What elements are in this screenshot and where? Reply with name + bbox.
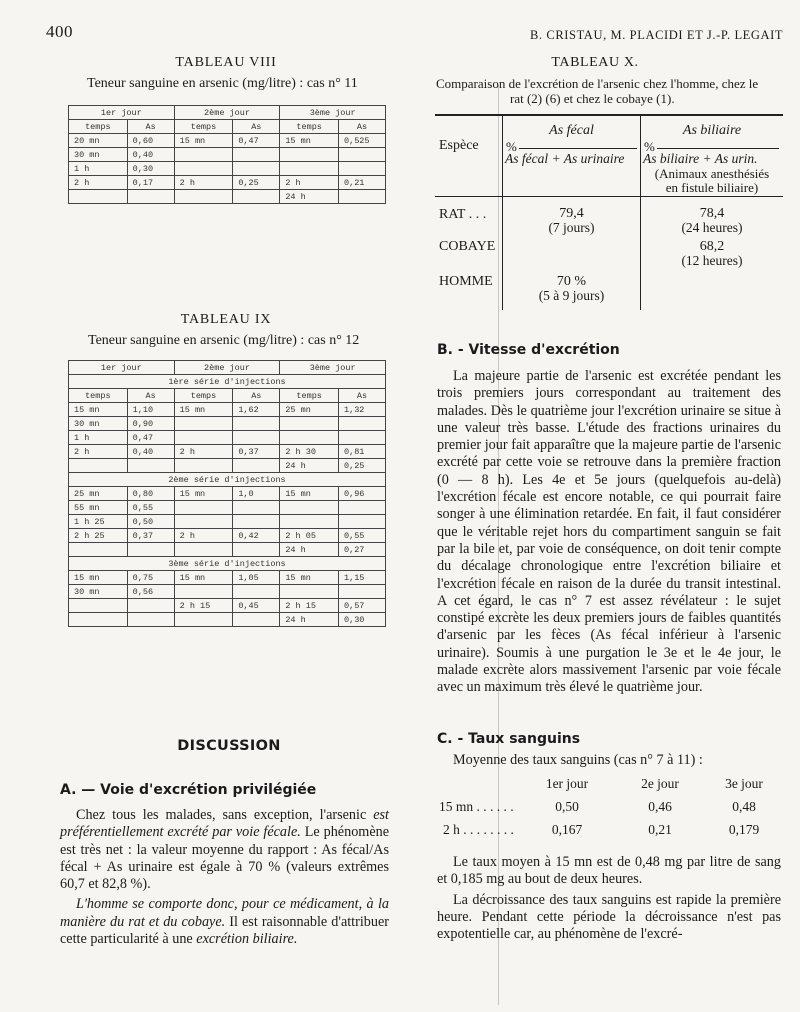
column-header: As — [339, 389, 386, 403]
table-cell — [174, 190, 233, 204]
taux-table — [437, 776, 781, 840]
table-cell: 15 mn — [174, 487, 233, 501]
table10-header-rule — [435, 196, 783, 197]
table10-caption-1: Comparaison de l'excrétion de l'arsenic chez l'homme, chez le — [436, 76, 759, 91]
table-cell: 0,27 — [339, 543, 386, 557]
taux-day-2: 2e jour — [641, 776, 679, 791]
table-cell — [280, 162, 339, 176]
table-row — [69, 529, 386, 543]
section-c-intro: Moyenne des taux sanguins (cas n° 7 à 11) : — [453, 752, 703, 768]
table-cell — [339, 431, 386, 445]
column-header: temps — [69, 389, 128, 403]
section-c-text — [437, 854, 781, 943]
table-cell — [69, 613, 128, 627]
series-label: 2ème série d'injections — [69, 473, 386, 487]
table-cell — [233, 431, 280, 445]
table-row — [69, 190, 386, 204]
table-cell: 25 mn — [280, 403, 339, 417]
table10-fecal-pct: % — [506, 139, 517, 154]
table-cell: 0,25 — [233, 176, 280, 190]
table-cell: 2 h 05 — [280, 529, 339, 543]
table-cell: 0,37 — [233, 445, 280, 459]
table10-species-cobaye: COBAYE — [439, 239, 496, 254]
table-cell — [339, 501, 386, 515]
table10-cobaye-biliaire-sub: (12 heures) — [681, 253, 743, 268]
table-row — [69, 134, 386, 148]
table-cell — [174, 417, 233, 431]
table-cell — [174, 501, 233, 515]
table-cell: 20 mn — [69, 134, 128, 148]
table-cell — [233, 148, 280, 162]
table-cell: 15 mn — [174, 571, 233, 585]
table10-top-rule — [435, 114, 783, 116]
table-cell — [233, 459, 280, 473]
table-cell: 2 h — [174, 529, 233, 543]
table-row — [69, 599, 386, 613]
table-cell — [233, 190, 280, 204]
table10-fecal-bottom: As fécal + As urinaire — [505, 151, 625, 166]
table-cell: 24 h — [280, 543, 339, 557]
table8 — [68, 105, 386, 204]
table-cell: 0,17 — [127, 176, 174, 190]
section-c-paragraph-1: Le taux moyen à 15 mn est de 0,48 mg par litre de sang et 0,185 mg au bout de deux heures. — [437, 854, 781, 888]
table9-day-1: 1er jour — [69, 361, 175, 375]
table-row — [69, 585, 386, 599]
table-cell — [174, 585, 233, 599]
table10-fecal-top: As fécal — [549, 123, 594, 138]
table10-fecal-fraction-bar — [519, 148, 637, 149]
table-cell — [174, 431, 233, 445]
table-cell — [69, 599, 128, 613]
table9-day-3: 3ème jour — [280, 361, 386, 375]
table10-col-espece: Espèce — [439, 138, 479, 153]
table-cell: 15 mn — [69, 403, 128, 417]
series-header-row — [69, 375, 386, 389]
table-cell: 15 mn — [280, 571, 339, 585]
table-cell — [233, 585, 280, 599]
table-cell: 0,45 — [233, 599, 280, 613]
table10-biliaire-bottom: As biliaire + As urin. — [643, 151, 758, 166]
table-cell — [174, 543, 233, 557]
table-cell: 0,80 — [127, 487, 174, 501]
table-cell — [127, 599, 174, 613]
table9-title: TABLEAU IX — [180, 312, 272, 327]
discussion-paragraph-1: Chez tous les malades, sans exception, l'arsenic est préférentiellement excrété par voie fécale. Le phénomène est très net : la valeur moyenne du rapport : As fécal/As fécal + As urinaire est égale à 70 % (valeurs extrêmes 60,7 et 82,8 %). — [60, 807, 390, 893]
section-c-heading: C. - Taux sanguins — [437, 731, 581, 747]
discussion-paragraph-2: L'homme se comporte donc, pour ce médicament, à la manière du rat et du cobaye. Il est raisonnable d'attribuer cette particularité à une excrétion biliaire. — [60, 896, 390, 948]
table-column-header-row — [69, 389, 386, 403]
table-cell: 15 mn — [174, 134, 233, 148]
table10 — [435, 114, 783, 310]
table10-homme-fecal: 70 % — [556, 274, 587, 289]
taux-15mn-day3: 0,48 — [732, 799, 756, 814]
table-row — [69, 459, 386, 473]
table-cell — [127, 543, 174, 557]
table-row — [69, 403, 386, 417]
column-header: temps — [69, 120, 128, 134]
page-number: 400 — [46, 22, 73, 41]
table-cell: 0,40 — [127, 148, 174, 162]
table-cell — [69, 459, 128, 473]
table9-day-2: 2ème jour — [174, 361, 280, 375]
table-cell: 30 mn — [69, 417, 128, 431]
table-cell: 0,525 — [339, 134, 386, 148]
table-row — [69, 487, 386, 501]
column-header: temps — [174, 120, 233, 134]
series-header-row — [69, 557, 386, 571]
taux-15mn-day2: 0,46 — [648, 799, 672, 814]
table-cell: 2 h — [69, 445, 128, 459]
table10-cobaye-biliaire: 68,2 — [699, 239, 725, 254]
table-cell: 2 h 15 — [174, 599, 233, 613]
table9-caption: Teneur sanguine en arsenic (mg/litre) : cas n° 12 — [88, 333, 360, 348]
table-row — [69, 148, 386, 162]
table-cell: 0,21 — [339, 176, 386, 190]
table-cell: 2 h — [280, 176, 339, 190]
section-a-heading: A. — Voie d'excrétion privilégiée — [60, 782, 317, 798]
table-cell — [280, 501, 339, 515]
table10-biliaire-note-2: en fistule biliaire) — [665, 180, 759, 195]
table-cell — [280, 148, 339, 162]
table10-rat-biliaire: 78,4 — [699, 206, 725, 221]
table-cell: 2 h — [174, 176, 233, 190]
table-cell: 2 h — [174, 445, 233, 459]
table10-biliaire-top: As biliaire — [682, 123, 742, 138]
taux-2h-day1: 0,167 — [551, 822, 583, 837]
table-cell — [127, 613, 174, 627]
table-cell — [280, 431, 339, 445]
table-cell: 0,30 — [339, 613, 386, 627]
table-cell: 55 mn — [69, 501, 128, 515]
column-header: As — [127, 120, 174, 134]
section-b-text — [437, 368, 781, 697]
table-cell — [174, 148, 233, 162]
table10-title: TABLEAU X. — [551, 55, 639, 70]
table-cell: 2 h 25 — [69, 529, 128, 543]
table-cell: 2 h — [69, 176, 128, 190]
table-cell: 24 h — [280, 459, 339, 473]
table-cell — [339, 162, 386, 176]
table-cell: 0,90 — [127, 417, 174, 431]
table-cell: 25 mn — [69, 487, 128, 501]
table10-biliaire-pct: % — [644, 139, 655, 154]
table10-species-homme: HOMME — [439, 274, 493, 289]
table8-day-1: 1er jour — [69, 106, 175, 120]
table-cell: 1 h 25 — [69, 515, 128, 529]
table-column-header-row — [69, 120, 386, 134]
series-label: 3ème série d'injections — [69, 557, 386, 571]
table-cell: 0,25 — [339, 459, 386, 473]
table9 — [68, 360, 386, 627]
table-cell — [339, 148, 386, 162]
table-cell: 0,30 — [127, 162, 174, 176]
taux-row-label-15mn: 15 mn . . . . . . — [439, 799, 514, 814]
table-cell: 30 mn — [69, 148, 128, 162]
table-cell — [339, 417, 386, 431]
table-cell — [174, 459, 233, 473]
table-cell — [339, 515, 386, 529]
discussion-text — [60, 807, 389, 948]
table-row — [69, 501, 386, 515]
discussion-heading: DISCUSSION — [177, 738, 281, 754]
table-cell: 0,60 — [127, 134, 174, 148]
table-cell: 1,10 — [127, 403, 174, 417]
table-cell — [174, 515, 233, 529]
table10-species-rat: RAT . . . — [439, 207, 487, 222]
table8-title: TABLEAU VIII — [175, 55, 277, 70]
table-cell: 1,05 — [233, 571, 280, 585]
column-header: As — [233, 120, 280, 134]
table-cell — [233, 501, 280, 515]
series-label: 1ère série d'injections — [69, 375, 386, 389]
table-cell: 1,62 — [233, 403, 280, 417]
table-row — [69, 162, 386, 176]
table10-biliaire-fraction-bar — [657, 148, 779, 149]
table-row — [69, 176, 386, 190]
table10-biliaire-note-1: (Animaux anesthésiés — [654, 166, 770, 181]
table-cell — [339, 190, 386, 204]
table-cell: 0,47 — [233, 134, 280, 148]
table-row — [69, 431, 386, 445]
table-row — [69, 571, 386, 585]
taux-row-label-2h: 2 h . . . . . . . . — [443, 822, 514, 837]
table8-caption: Teneur sanguine en arsenic (mg/litre) : cas n° 11 — [87, 76, 358, 91]
table-cell: 0,55 — [339, 529, 386, 543]
table-cell: 0,75 — [127, 571, 174, 585]
table-cell — [280, 515, 339, 529]
table-cell: 24 h — [280, 613, 339, 627]
table-cell: 24 h — [280, 190, 339, 204]
table10-rat-biliaire-sub: (24 heures) — [681, 220, 743, 235]
table-cell — [174, 162, 233, 176]
table-cell: 15 mn — [280, 134, 339, 148]
column-header: temps — [174, 389, 233, 403]
column-header: As — [233, 389, 280, 403]
table-cell: 0,56 — [127, 585, 174, 599]
table-cell: 1,0 — [233, 487, 280, 501]
table-cell — [280, 417, 339, 431]
table10-caption-2: rat (2) (6) et chez le cobaye (1). — [510, 91, 675, 106]
column-header: temps — [280, 120, 339, 134]
table-row — [69, 445, 386, 459]
table-row — [69, 515, 386, 529]
table-cell — [174, 613, 233, 627]
table-cell: 0,57 — [339, 599, 386, 613]
table-cell: 1 h — [69, 162, 128, 176]
table-cell: 1 h — [69, 431, 128, 445]
table-cell: 2 h 30 — [280, 445, 339, 459]
table-cell: 0,81 — [339, 445, 386, 459]
table-cell — [127, 459, 174, 473]
table-cell: 2 h 15 — [280, 599, 339, 613]
section-c-paragraph-2: La décroissance des taux sanguins est rapide la première heure. Pendant cette période la décroissance n'est pas expotentielle car, au phénomène de l'excré- — [437, 891, 781, 943]
table-cell: 0,47 — [127, 431, 174, 445]
series-header-row — [69, 473, 386, 487]
table8-day-3: 3ème jour — [280, 106, 386, 120]
table-cell — [280, 585, 339, 599]
table-cell: 1,15 — [339, 571, 386, 585]
table-cell: 0,96 — [339, 487, 386, 501]
table-cell — [127, 190, 174, 204]
table-cell: 15 mn — [69, 571, 128, 585]
table-cell — [69, 543, 128, 557]
column-header: temps — [280, 389, 339, 403]
section-b-paragraph: La majeure partie de l'arsenic est excrétée pendant les trois premiers jours correspondant au traitement des malades. Dès le quatrième jour l'excrétion urinaire se situe à une valeur très basse. L'étude des fractions urinaires du premier jour fait apparaître que la majeure partie de l'arsenic excrété par cette voie se retrouve dans la première fraction (0 — 8 h). Les 4e et 5e jours (quelquefois au-delà) l'excrétion fécale est encore notable, ce qui pourrait faire songer à une élimination retardée. En fait, il faut considérer que le véritable rejet hors du compartiment sanguin se fait par la bile et, par voie de conséquence, on doit tenir compte du décalage chronologique entre l'excrétion biliaire et l'excrétion fécale en raison de la durée du transit intestinal. A cet égard, le cas n° 7 est assez révélateur : le sujet constipé excrète les deux premiers jours de faibles quantités d'arsenic par les fèces (As fécal inférieur à l'arsenic urinaire). Soumis à une purgation le 3e et le 4e jour, le malade excrète alors massivement l'arsenic par voie fécale avec un maximum très élevé le quatrième jour. — [437, 368, 781, 696]
table-row — [69, 543, 386, 557]
table-cell: 0,37 — [127, 529, 174, 543]
table-row — [69, 417, 386, 431]
table-cell — [233, 613, 280, 627]
table-cell: 0,50 — [127, 515, 174, 529]
taux-2h-day3: 0,179 — [728, 822, 760, 837]
section-b-heading: B. - Vitesse d'excrétion — [437, 342, 620, 358]
taux-15mn-day1: 0,50 — [555, 799, 579, 814]
table10-homme-fecal-sub: (5 à 9 jours) — [538, 288, 605, 303]
table8-day-2: 2ème jour — [174, 106, 280, 120]
column-header: As — [127, 389, 174, 403]
table-cell — [233, 543, 280, 557]
table-cell: 15 mn — [280, 487, 339, 501]
taux-day-3: 3e jour — [725, 776, 763, 791]
table-cell — [233, 515, 280, 529]
table10-rat-fecal: 79,4 — [559, 206, 584, 221]
table-cell — [233, 417, 280, 431]
table-row — [69, 613, 386, 627]
table-cell: 0,55 — [127, 501, 174, 515]
table-cell: 0,42 — [233, 529, 280, 543]
table-cell: 0,40 — [127, 445, 174, 459]
table-cell: 15 mn — [174, 403, 233, 417]
table10-rat-fecal-sub: (7 jours) — [548, 220, 595, 235]
taux-2h-day2: 0,21 — [648, 822, 672, 837]
taux-day-1: 1er jour — [545, 776, 589, 791]
running-header-authors: B. CRISTAU, M. PLACIDI ET J.-P. LEGAIT — [530, 28, 784, 42]
table-cell: 30 mn — [69, 585, 128, 599]
column-header: As — [339, 120, 386, 134]
table-cell — [233, 162, 280, 176]
table-cell: 1,32 — [339, 403, 386, 417]
table-cell — [69, 190, 128, 204]
table-cell — [339, 585, 386, 599]
